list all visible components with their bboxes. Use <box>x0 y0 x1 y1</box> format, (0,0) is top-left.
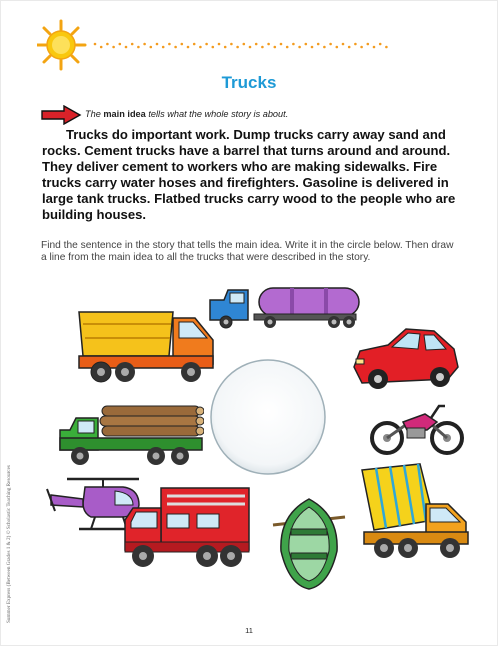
border-dot <box>119 43 122 46</box>
border-dot <box>193 43 196 46</box>
flatbed-truck-icon[interactable] <box>56 400 204 472</box>
dotted-border <box>94 43 388 49</box>
border-dot <box>243 43 246 46</box>
border-dot <box>131 43 134 46</box>
cement-truck-icon[interactable] <box>356 460 474 564</box>
border-dot <box>323 46 326 49</box>
page-title: Trucks <box>221 73 277 92</box>
dump-truck-icon[interactable] <box>73 304 223 386</box>
border-dot <box>106 43 109 46</box>
story-text: Trucks do important work. Dump trucks carry away sand and rocks. Cement trucks have a barrel that turns around and around. They deliver cement to workers who are making sidewalks. Fire trucks carry water hoses and firefighters. Gasoline is delivered in large tank trucks. Flatbed trucks carry wood to the people who are building houses. <box>42 127 456 222</box>
border-dot <box>379 43 382 46</box>
sun-icon <box>37 21 85 69</box>
red-arrow-icon <box>40 105 82 125</box>
car-icon[interactable] <box>348 323 464 395</box>
border-dot <box>367 43 370 46</box>
copyright-side-note: Summer Express (Between Grades 1 & 2) © Scholastic Teaching Resources <box>6 465 12 623</box>
main-idea-circle[interactable] <box>208 357 328 477</box>
border-dot <box>125 46 128 49</box>
border-dot <box>311 46 314 49</box>
border-dot <box>255 43 258 46</box>
border-dot <box>317 43 320 46</box>
border-dot <box>348 46 351 49</box>
border-dot <box>342 43 345 46</box>
border-dot <box>162 46 165 49</box>
border-dot <box>385 46 388 49</box>
border-dot <box>224 46 227 49</box>
sun-header <box>37 19 487 73</box>
border-dot <box>373 46 376 49</box>
border-dot <box>280 43 283 46</box>
border-dot <box>174 46 177 49</box>
border-dot <box>156 43 159 46</box>
border-dot <box>150 46 153 49</box>
instructions-text: Find the sentence in the story that tells the main idea. Write it in the circle below. Then draw a line from the main idea to all the trucks that were described in the story. <box>41 240 454 264</box>
main-idea-tip: The main idea tells what the whole story is about. <box>85 109 289 119</box>
border-dot <box>261 46 264 49</box>
border-dot <box>199 46 202 49</box>
border-dot <box>137 46 140 49</box>
border-dot <box>143 43 146 46</box>
motorcycle-icon[interactable] <box>367 400 467 458</box>
border-dot <box>230 43 233 46</box>
border-dot <box>100 46 103 49</box>
border-dot <box>168 43 171 46</box>
rowboat-icon[interactable] <box>267 495 351 593</box>
border-dot <box>354 43 357 46</box>
border-dot <box>292 43 295 46</box>
border-dot <box>112 46 115 49</box>
border-dot <box>181 43 184 46</box>
border-dot <box>360 46 363 49</box>
border-dot <box>212 46 215 49</box>
border-dot <box>218 43 221 46</box>
fire-truck-icon[interactable] <box>121 484 255 572</box>
border-dot <box>205 43 208 46</box>
worksheet-page <box>1 1 497 645</box>
border-dot <box>329 43 332 46</box>
border-dot <box>286 46 289 49</box>
border-dot <box>236 46 239 49</box>
border-dot <box>305 43 308 46</box>
tank-truck-icon[interactable] <box>204 284 362 332</box>
border-dot <box>249 46 252 49</box>
border-dot <box>298 46 301 49</box>
page-number: 11 <box>245 626 253 635</box>
border-dot <box>274 46 277 49</box>
border-dot <box>336 46 339 49</box>
border-dot <box>187 46 190 49</box>
border-dot <box>94 43 97 46</box>
border-dot <box>267 43 270 46</box>
